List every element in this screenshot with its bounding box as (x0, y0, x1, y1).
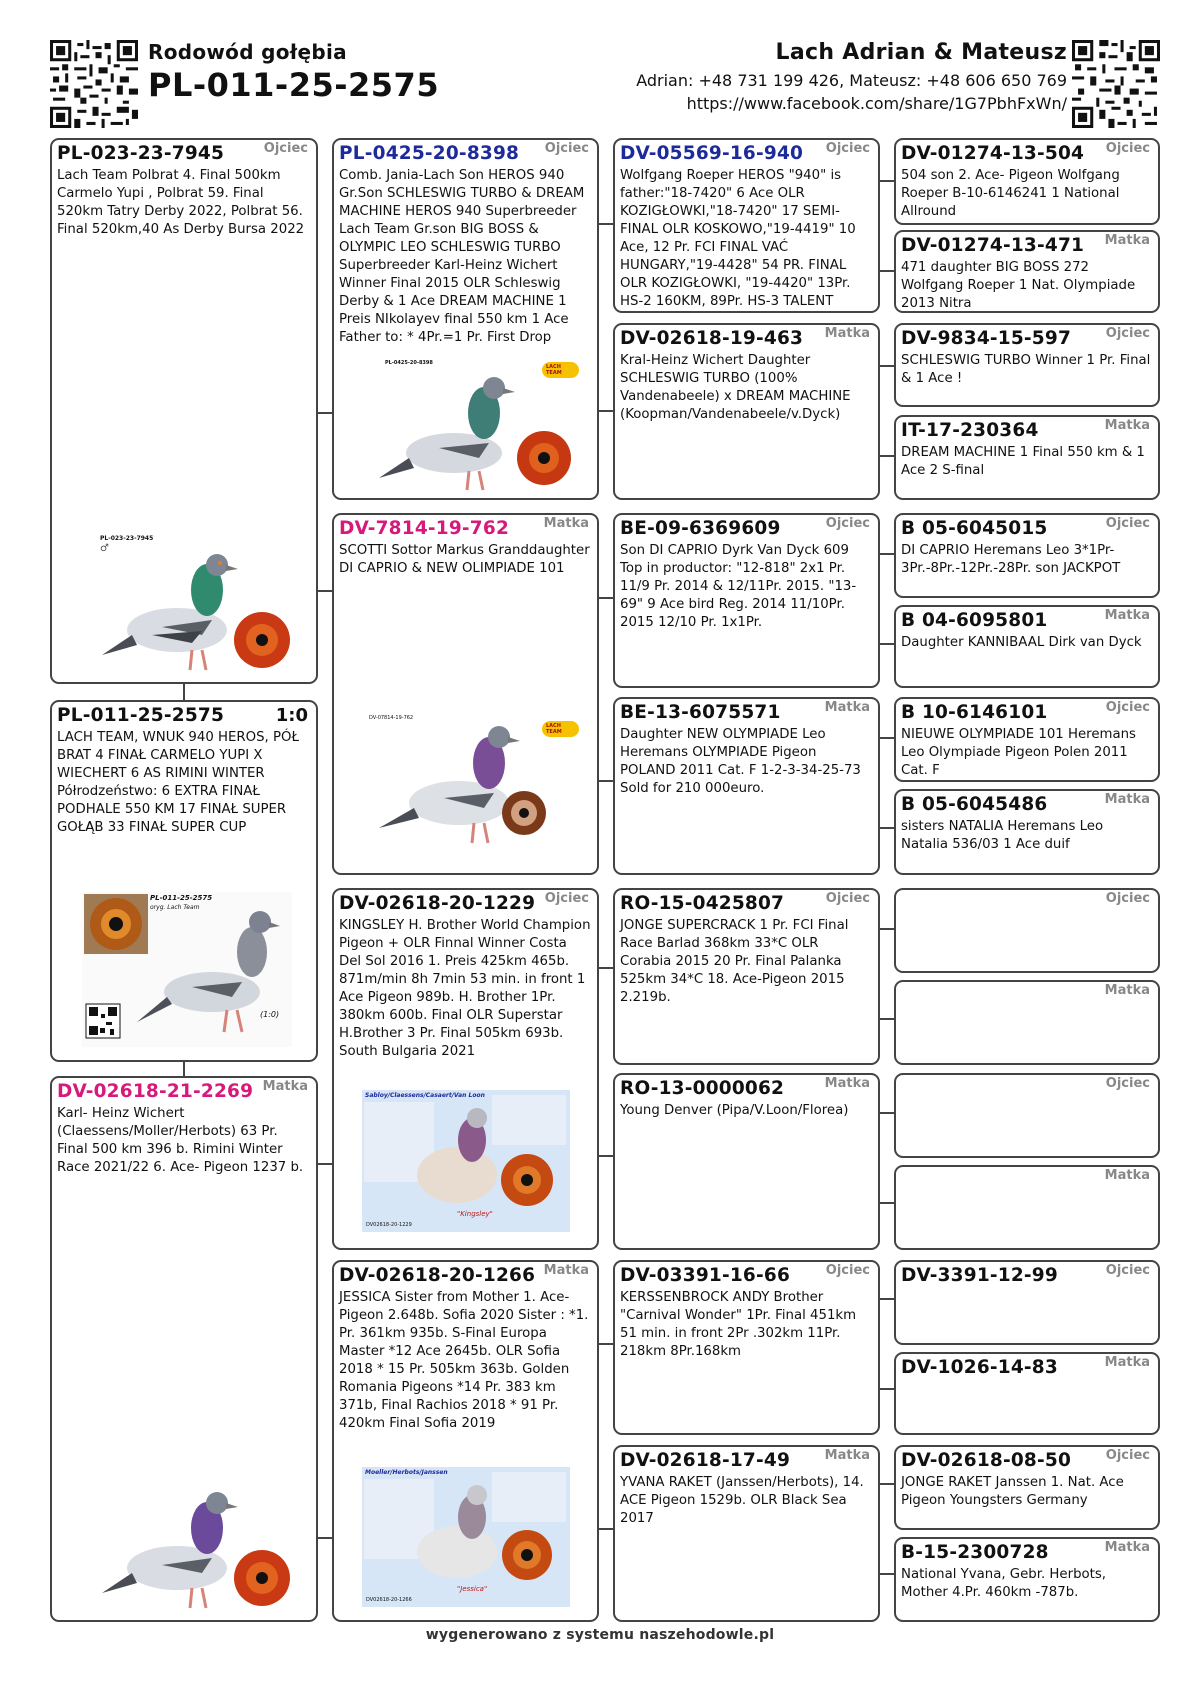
sex-label: Ojciec (1105, 326, 1150, 341)
pigeon-description: KINGSLEY H. Brother World Champion Pigeon + OLR Finnal Winner Costa Del Sol 2016 1. Preis 425km 465b. 871m/min 8h 7min 53 min. in front 1 Ace Pigeon 989b. H. Brother 1Pr. 380km 600b. Final OLR Superstar H.Brother 3 Pr. Final 505km 693b. South Bulgaria 2021 (339, 918, 591, 1059)
pedigree-card-gen4[interactable] (894, 789, 1160, 875)
pigeon-description: Son DI CAPRIO Dyrk Van Dyck 609 Top in productor: "12-818" 2x1 Pr. 11/9 Pr. 2014 & 12/11Pr. 2015. "13-69" 9 Ace bird Reg. 2014 11/10Pr. 2015 12/10 Pr. 1x1Pr. (620, 543, 857, 630)
photo-name: "Jessica" (457, 1585, 488, 1593)
ring-number: B 10-6146101 (901, 702, 1048, 723)
sex-label: Ojciec (544, 891, 589, 906)
pedigree-card-mmf[interactable] (613, 1260, 880, 1435)
pedigree-card-father[interactable] (50, 138, 318, 684)
pedigree-card-mfm[interactable] (613, 1073, 880, 1250)
qr-code-icon (50, 40, 138, 128)
sex-label: Ojciec (263, 141, 308, 156)
pedigree-card-subject[interactable] (50, 700, 318, 1062)
pigeon-description: sisters NATALIA Heremans Leo Natalia 536/03 1 Ace duif (901, 819, 1104, 852)
sex-label: Ojciec (1105, 891, 1150, 906)
sex-label: Matka (1104, 1355, 1150, 1370)
pedigree-card-fmf[interactable] (613, 513, 880, 688)
pedigree-card-gen4[interactable] (894, 697, 1160, 782)
pigeon-photo (362, 1090, 570, 1232)
sex-label: Ojciec (1105, 700, 1150, 715)
pigeon-photo (359, 713, 579, 863)
pigeon-image (359, 358, 579, 493)
pigeon-image (82, 892, 292, 1047)
ring-number: DV-9834-15-597 (901, 328, 1072, 349)
pigeon-description: JONGE SUPERCRACK 1 Pr. FCI Final Race Barlad 368km 33*C OLR Corabia 2015 20 Pr. Final Palanka 525km 34*C 18. Ace-Pigeon 2015 2.219b. (620, 918, 849, 1005)
sex-label: Matka (543, 516, 589, 531)
sex-label: Matka (1104, 1168, 1150, 1183)
pedigree-card-gen4[interactable] (894, 230, 1160, 313)
pedigree-card-gen4[interactable] (894, 888, 1160, 973)
ring-number: PL-0425-20-8398 (339, 143, 520, 164)
sex-label: Ojciec (825, 516, 870, 531)
header-right (636, 40, 1067, 113)
ring-number: DV-02618-20-1229 (339, 893, 536, 914)
lach-team-badge: LACH TEAM (542, 721, 579, 737)
ring-number: RO-15-0425807 (620, 893, 785, 914)
pigeon-image (92, 535, 292, 675)
sex-label: Matka (824, 326, 870, 341)
qr-code-icon (1072, 40, 1160, 128)
ring-number: RO-13-0000062 (620, 1078, 785, 1099)
sex-label: Ojciec (1105, 1448, 1150, 1463)
ring-number: BE-13-6075571 (620, 702, 781, 723)
pedigree-card-gen4[interactable] (894, 1165, 1160, 1250)
pedigree-card-mother[interactable] (50, 1076, 318, 1622)
photo-caption: PL-023-23-7945 (100, 535, 154, 542)
sex-label: Matka (543, 1263, 589, 1278)
pedigree-card-ffm[interactable] (613, 323, 880, 500)
pedigree-card-gen4[interactable] (894, 605, 1160, 688)
owner-name: Lach Adrian & Mateusz (775, 40, 1067, 65)
ring-number: DV-02618-21-2269 (57, 1081, 254, 1102)
pedigree-card-gen4[interactable] (894, 1073, 1160, 1158)
pigeon-description: 504 son 2. Ace- Pigeon Wolfgang Roeper B-10-6146241 1 National Allround (901, 168, 1120, 219)
ring-number: DV-02618-20-1266 (339, 1265, 536, 1286)
connector-line (183, 683, 185, 701)
sex-label: Matka (824, 700, 870, 715)
pigeon-description: Kral-Heinz Wichert Daughter SCHLESWIG TURBO (100% Vandenabeele) x DREAM MACHINE (Koopman/Vandenabeele/v.Dyck) (620, 353, 851, 422)
ring-number: PL-011-25-2575 (57, 705, 225, 726)
pedigree-card-ff[interactable] (332, 138, 599, 500)
sex-label: Ojciec (1105, 1076, 1150, 1091)
pigeon-description: SCHLESWIG TURBO Winner 1 Pr. Final & 1 Ace ! (901, 353, 1151, 386)
pedigree-card-gen4[interactable] (894, 138, 1160, 225)
pigeon-description: Young Denver (Pipa/V.Loon/Florea) (620, 1103, 849, 1118)
ring-number: DV-01274-13-504 (901, 143, 1085, 164)
pigeon-description: DREAM MACHINE 1 Final 550 km & 1 Ace 2 S-final (901, 445, 1145, 478)
photo-ring: DV02618-20-1229 (366, 1222, 412, 1228)
pedigree-card-gen4[interactable] (894, 415, 1160, 500)
pedigree-card-mf[interactable] (332, 888, 599, 1250)
pigeon-description: Daughter NEW OLYMPIADE Leo Heremans OLYMPIADE Pigeon POLAND 2011 Cat. F 1-2-3-34-25-73 Sold for 210 000euro. (620, 727, 861, 796)
pigeon-description: JONGE RAKET Janssen 1. Nat. Ace Pigeon Youngsters Germany (901, 1475, 1124, 1508)
photo-ring: DV02618-20-1266 (366, 1597, 412, 1603)
pigeon-description: DI CAPRIO Heremans Leo 3*1Pr-3Pr.-8Pr.-12Pr.-28Pr. son JACKPOT (901, 543, 1121, 576)
pedigree-card-gen4[interactable] (894, 513, 1160, 598)
sex-label: Ojciec (544, 141, 589, 156)
pedigree-card-gen4[interactable] (894, 1352, 1160, 1435)
photo-name: "Kingsley" (457, 1210, 493, 1218)
pigeon-ring-title: PL-011-25-2575 (148, 66, 440, 104)
footer-generated-by[interactable]: wygenerowano z systemu naszehodowle.pl (425, 1627, 775, 1643)
ring-number: DV-05569-16-940 (620, 143, 804, 164)
ring-number: PL-023-23-7945 (57, 143, 225, 164)
owner-url[interactable]: https://www.facebook.com/share/1G7PbhFxWn/ (686, 94, 1067, 113)
sex-label: Ojciec (825, 1263, 870, 1278)
pigeon-photo (362, 1467, 570, 1607)
pedigree-card-gen4[interactable] (894, 980, 1160, 1065)
pigeon-description: Karl- Heinz Wichert (Claessens/Moller/Herbots) 63 Pr. Final 500 km 396 b. Rimini Winter Race 2021/22 6. Ace- Pigeon 1237 b. (57, 1106, 304, 1175)
ring-number: DV-7814-19-762 (339, 518, 510, 539)
ring-number: DV-1026-14-83 (901, 1357, 1058, 1378)
sex-label: Ojciec (1105, 516, 1150, 531)
photo-title: Moeller/Herbots/Janssen (365, 1469, 448, 1476)
ring-number: B-15-2300728 (901, 1542, 1049, 1563)
photo-caption: DV-07814-19-762 (369, 715, 414, 721)
ring-number: BE-09-6369609 (620, 518, 781, 539)
male-symbol-icon: ♂ (100, 543, 109, 554)
ring-number: DV-02618-08-50 (901, 1450, 1072, 1471)
sex-label: Matka (824, 1076, 870, 1091)
photo-score: (1:0) (260, 1010, 280, 1019)
pigeon-description: SCOTTI Sottor Markus Granddaughter DI CAPRIO & NEW OLIMPIADE 101 (339, 543, 590, 576)
pigeon-photo (92, 1473, 292, 1613)
ring-number: IT-17-230364 (901, 420, 1039, 441)
sex-label: Matka (1104, 983, 1150, 998)
pigeon-description: National Yvana, Gebr. Herbots, Mother 4.Pr. 460km -787b. (901, 1567, 1107, 1600)
pigeon-description: Comb. Jania-Lach Son HEROS 940 Gr.Son SCHLESWIG TURBO & DREAM MACHINE HEROS 940 Superbreeder Lach Team Gr.son BIG BOSS & OLYMPIC LEO SCHLESWIG TURBO Superbreeder Karl-Heinz Wichert Winner Final 2015 OLR Schleswig Derby & 1 Ace DREAM MACHINE 1 Preis NIkolayev final 550 km 1 Ace Father to: * 4Pr.=1 Pr. First Drop (339, 168, 585, 345)
pedigree-card-fff[interactable] (613, 138, 880, 313)
pigeon-description: 471 daughter BIG BOSS 272 Wolfgang Roeper 1 Nat. Olympiade 2013 Nitra (901, 260, 1136, 311)
pedigree-card-fmm[interactable] (613, 697, 880, 875)
pedigree-card-gen4[interactable] (894, 323, 1160, 407)
ring-number: DV-3391-12-99 (901, 1265, 1058, 1286)
pedigree-card-mmm[interactable] (613, 1445, 880, 1622)
pigeon-image (92, 1473, 292, 1613)
ring-number: B 05-6045015 (901, 518, 1048, 539)
photo-caption-origin: oryg. Lach Team (150, 904, 200, 911)
qr-code-right[interactable] (1072, 40, 1160, 128)
ring-number: DV-02618-19-463 (620, 328, 804, 349)
document-subtitle: Rodowód gołębia (148, 40, 347, 64)
score-label: 1:0 (275, 705, 308, 726)
owner-phones: Adrian: +48 731 199 426, Mateusz: +48 606 650 769 (636, 71, 1067, 90)
photo-caption: PL-0425-20-8398 (385, 360, 433, 366)
pedigree-card-mm[interactable] (332, 1260, 599, 1622)
pedigree-card-gen4[interactable] (894, 1537, 1160, 1622)
ring-number: B 04-6095801 (901, 610, 1048, 631)
header-left (148, 40, 439, 104)
sex-label: Matka (1104, 792, 1150, 807)
pigeon-photo (92, 535, 292, 675)
photo-caption: PL-011-25-2575 (150, 894, 213, 902)
sex-label: Ojciec (1105, 141, 1150, 156)
photo-title: Sabloy/Claessens/Casaert/Van Loon (365, 1092, 485, 1099)
pedigree-card-gen4[interactable] (894, 1260, 1160, 1345)
sex-label: Ojciec (1105, 1263, 1150, 1278)
sex-label: Ojciec (825, 891, 870, 906)
pigeon-description: KERSSENBROCK ANDY Brother "Carnival Wonder" 1Pr. Final 451km 51 min. in front 2Pr .302km 11Pr. 218km 8Pr.168km (620, 1290, 857, 1359)
pedigree-card-gen4[interactable] (894, 1445, 1160, 1530)
sex-label: Matka (1104, 233, 1150, 248)
pigeon-description: LACH TEAM, WNUK 940 HEROS, PÓŁ BRAT 4 FINAŁ CARMELO YUPI X WIECHERT 6 AS RIMINI WINTER Półrodzeństwo: 6 EXTRA FINAŁ PODHALE 550 KM 17 FINAŁ SUPER GOŁĄB 33 FINAŁ SUPER CUP (57, 730, 299, 835)
qr-code-left[interactable] (50, 40, 138, 128)
pedigree-card-fm[interactable] (332, 513, 599, 875)
pigeon-description: Lach Team Polbrat 4. Final 500km Carmelo Yupi , Polbrat 59. Final 520km Tatry Derby 2022, Polbrat 56. Final 520km,40 As Derby Bursa 2022 (57, 168, 305, 237)
ring-number: DV-02618-17-49 (620, 1450, 791, 1471)
sex-label: Matka (1104, 1540, 1150, 1555)
pigeon-description: Daughter KANNIBAAL Dirk van Dyck (901, 635, 1142, 650)
pigeon-photo (359, 358, 579, 493)
pigeon-description: Wolfgang Roeper HEROS "940" is father:"18-7420" 6 Ace OLR KOZIGŁOWKI,"18-7420" 17 SEMI-FINAL OLR KOSKOWO,"19-4419" 10 Ace, 12 Pr. FCI FINAL VAĆ HUNGARY,"19-4428" 54 PR. FINAL OLR KOZIGŁOWKI, "19-4420" 13Pr. HS-2 160KM, 89Pr. HS-3 TALENT (620, 168, 856, 309)
pigeon-description: NIEUWE OLYMPIADE 101 Heremans Leo Olympiade Pigeon Polen 2011 Cat. F (901, 727, 1136, 778)
pigeon-description: YVANA RAKET (Janssen/Herbots), 14. ACE Pigeon 1529b. OLR Black Sea 2017 (620, 1475, 864, 1526)
ring-number: B 05-6045486 (901, 794, 1048, 815)
sex-label: Ojciec (825, 141, 870, 156)
ring-number: DV-01274-13-471 (901, 235, 1085, 256)
pigeon-photo (82, 892, 292, 1047)
sex-label: Matka (1104, 608, 1150, 623)
pigeon-description: JESSICA Sister from Mother 1. Ace-Pigeon 2.648b. Sofia 2020 Sister : *1. Pr. 361km 935b. S-Final Europa Master *12 Ace 2645b. OLR Sofia 2018 * 15 Pr. 505km 363b. Golden Romania Pigeons *14 Pr. 383 km 371b, Final Rachios 2018 * 91 Pr. 420km Final Sofia 2019 (339, 1290, 589, 1431)
sex-label: Matka (1104, 418, 1150, 433)
ring-number: DV-03391-16-66 (620, 1265, 791, 1286)
pedigree-card-mff[interactable] (613, 888, 880, 1065)
sex-label: Matka (824, 1448, 870, 1463)
lach-team-badge: LACH TEAM (542, 362, 579, 378)
sex-label: Matka (262, 1079, 308, 1094)
